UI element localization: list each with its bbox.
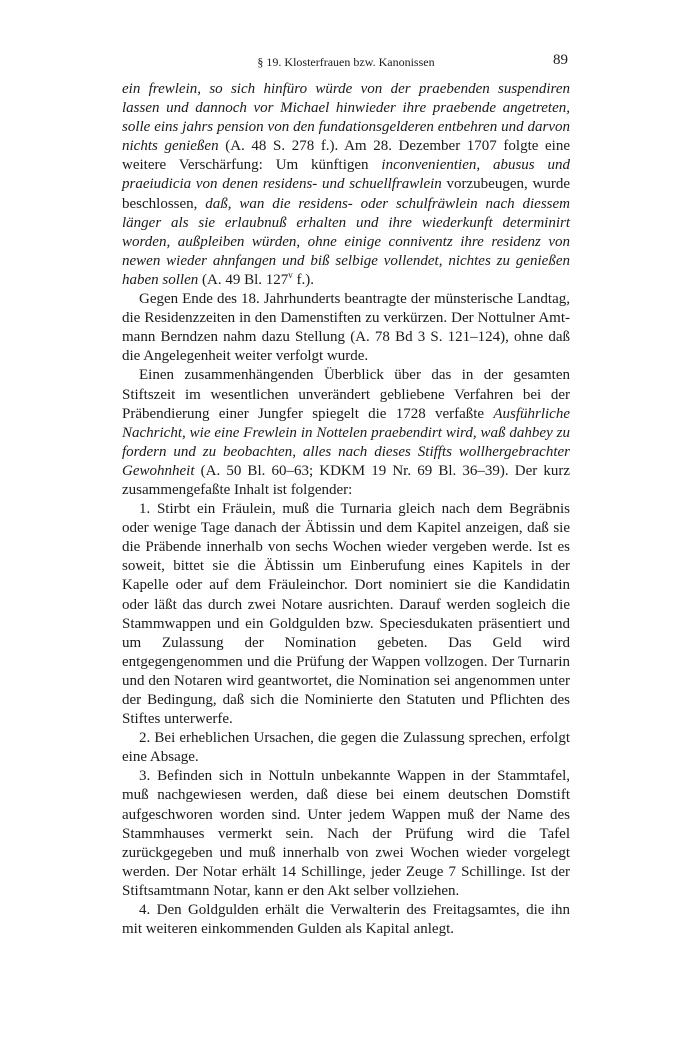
paragraph xyxy=(122,80,570,290)
italic-quotation: inconvenientien, abusus und praeiudicia von denen residens- und schuellfrawlein xyxy=(122,157,570,193)
paragraph xyxy=(122,366,570,500)
text-run: Gegen Ende des 18. Jahrhunderts beantragte der münsterische Landtag, die Residenzzeiten in den Damenstiften zu verkürzen. Der Nottulner Amtmann Berndzen nahm dazu Stellung (A. 78 Bd 3 S. 121–124), ohne daß die Angelegenheit weiter verfolgt wurde. xyxy=(122,291,570,365)
paragraph xyxy=(122,500,570,729)
paragraph xyxy=(122,767,570,901)
text-run: 1. Stirbt ein Fräulein, muß die Turnaria gleich nach dem Begräbnis oder wenige Tage danach der Äbtissin und dem Kapitel anzeigen, daß sie die Präbende innerhalb von sechs Wochen wieder vergeben werde. Ist es soweit, bittet sie die Äbtissin um Einberufung eines Kapitels in der Kapelle oder auf dem Fräuleinchor. Dort nominiert sie die Kandidatin oder läßt das durch zwei Notare ausrichten. Darauf werden sogleich die Stammwappen und ein Goldgulden bzw. Speciesdukaten präsentiert und um Zulassung der Nomination gebeten. Das Geld wird entgegengenommen und die Prüfung der Wappen vollzogen. Der Turnarin und den Notaren wird geantwortet, die Nomination sei angenommen unter der Bedingung, daß sich die Nominierte den Statuten und Pflichten des Stiftes unterwerfe. xyxy=(122,501,570,728)
body-text xyxy=(122,80,570,939)
paragraph xyxy=(122,290,570,366)
paragraph xyxy=(122,901,570,939)
text-run: (A. 50 Bl. 60–63; KDKM 19 Nr. 69 Bl. 36–39). Der kurz zusammengefaßte Inhalt ist folgender: xyxy=(122,462,570,498)
paragraph xyxy=(122,729,570,767)
text-run: Einen zusammenhängenden Überblick über das in der gesamten Stiftszeit im wesentlichen unverändert gebliebene Verfahren bei der Präbendierung einer Jungfer spiegelt die 1728 verfaßte xyxy=(122,367,570,422)
italic-quotation: daß, wan die residens- oder schulfräwlein nach diessem länger als sie erlaubnuß erhalten und ihre wiederkunft determinirt worden, außpleiben würden, ohne einige conniventz ihre residenz von newen wieder ahnfangen und biß selbige vollendet, nichtes zu genießen haben sollen xyxy=(122,195,570,288)
page-number: 89 xyxy=(553,52,568,68)
italic-quotation: Ausführliche Nachricht, wie eine Frewlein in Nottelen praebendirt wird, waß dahbey zu fordern und zu beobachten, alles nach dieses Stiffts wollhergebrachter Gewohnheit xyxy=(122,405,570,479)
text-run: 2. Bei erheblichen Ursachen, die gegen die Zulassung sprechen, erfolgt eine Absage. xyxy=(122,730,570,766)
text-run: 3. Befinden sich in Nottuln unbekannte Wappen in der Stammtafel, muß nachgewiesen werden, daß diese bei einem deutschen Domstift aufgeschworen worden sind. Unter jedem Wappen muß der Name des Stammhauses vermerkt sein. Nach der Prüfung wird die Tafel zurückgegeben und muß innerhalb von zwei Wochen wieder vorgelegt werden. Der Notar erhält 14 Schillinge, jeder Zeuge 7 Schillinge. Ist der Stiftsamtmann Notar, kann er den Akt selber vollziehen. xyxy=(122,768,570,899)
italic-quotation: ein frewlein, so sich hinfüro würde von der praebenden suspendiren lassen und dannoch vor Michael hinwieder ihre praebende angetreten, solle eins jahrs pension von den fundationsgelderen entbehren und darvon nichts genießen xyxy=(122,81,570,155)
text-run: (A. 49 Bl. 127 xyxy=(198,271,289,288)
text-run: f.). xyxy=(292,271,314,288)
superscript: v xyxy=(288,269,293,280)
section-title: § 19. Klosterfrauen bzw. Kanonissen xyxy=(257,55,435,69)
text-run: 4. Den Goldgulden erhält die Verwalterin des Freitagsamtes, die ihn mit weiteren einkommenden Gulden als Kapital anlegt. xyxy=(122,902,570,938)
running-head xyxy=(122,52,570,72)
text-run: (A. 48 S. 278 f.). Am 28. Dezember 1707 folgte eine weitere Verschärfung: Um künftigen xyxy=(122,138,570,174)
text-run: vorzubeugen, wurde beschlossen, xyxy=(122,176,570,212)
